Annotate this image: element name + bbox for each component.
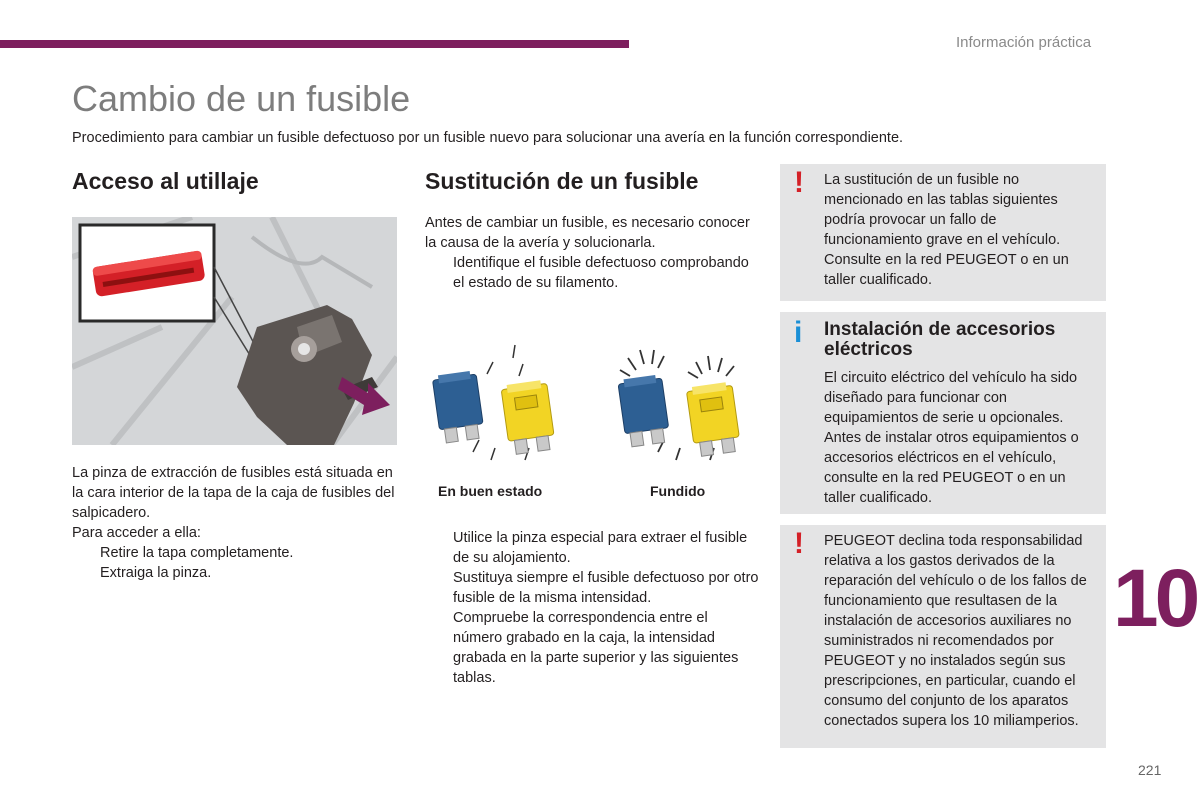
access-steps-list [72, 543, 402, 583]
list-item: Utilice la pinza especial para extraer el fusible de su alojamiento. [453, 530, 748, 566]
fuse-good-caption: En buen estado [438, 483, 543, 499]
access-description: La pinza de extracción de fusibles está situada en la cara interior de la tapa de la caja de fusibles del salpicadero. [72, 465, 395, 521]
fuse-box-illustration [72, 217, 397, 445]
warning-box-fuse [780, 164, 1106, 301]
warning-icon: ! [794, 166, 804, 199]
list-item: Extraiga la pinza. [100, 565, 212, 581]
warning-icon: ! [794, 527, 804, 560]
access-heading: Acceso al utillaje [72, 168, 259, 194]
list-item: Sustituya siempre el fusible defectuoso por otro fusible de la misma intensidad. [453, 570, 759, 606]
list-item: Compruebe la correspondencia entre el número grabado en la caja, la intensidad grabada en la parte superior y las siguientes tablas. [453, 610, 739, 686]
list-item: Retire la tapa completamente. [100, 545, 294, 561]
info-text: El circuito eléctrico del vehículo ha sido diseñado para funcionar con equipamientos de serie u opcionales. Antes de instalar otros equipamientos o accesorios eléctricos en el vehículo, consulte en la red PEUGEOT o en un taller cualificado. [824, 370, 1079, 506]
section-label: Información práctica [956, 34, 1092, 51]
info-heading: Instalación de accesorios eléctricos [824, 319, 1056, 360]
access-lead: Para acceder a ella: [72, 525, 201, 541]
fuse-blown-illustration [610, 340, 760, 475]
replace-steps-list [425, 528, 760, 688]
replace-steps-block [425, 528, 760, 688]
replace-intro: Antes de cambiar un fusible, es necesario conocer la causa de la avería y solucionarla. [425, 215, 750, 251]
header-accent-bar [0, 40, 629, 48]
warning-text: La sustitución de un fusible no mencionado en las tablas siguientes podría provocar un fallo de funcionamiento grave en el vehículo. Consulte en la red PEUGEOT o en un taller cualificado. [824, 172, 1069, 288]
replace-first-step-list [425, 253, 755, 293]
warning-text: PEUGEOT declina toda responsabilidad relativa a los gastos derivados de la reparación del vehículo o de los fallos de funcionamiento que resultasen de la instalación de accesorios auxiliares no suministrados ni recomendados por PEUGEOT y no instalados según sus prescripciones, en particular, cuando el consumo del conjunto de los aparatos conectados supera los 10 miliamperios. [824, 533, 1087, 729]
fuse-blown-caption: Fundido [650, 483, 706, 499]
access-text [72, 463, 402, 583]
chapter-number: 10 [1113, 553, 1197, 644]
fuse-good-illustration [425, 340, 575, 475]
warning-box-responsibility [780, 525, 1106, 748]
info-box-accessories [780, 312, 1106, 514]
info-icon: i [794, 316, 803, 349]
list-item: Identifique el fusible defectuoso comprobando el estado de su filamento. [453, 255, 749, 291]
intro-text: Procedimiento para cambiar un fusible defectuoso por un fusible nuevo para solucionar una avería en la función correspondiente. [72, 130, 904, 146]
page-title: Cambio de un fusible [72, 78, 411, 119]
page-number: 221 [1138, 762, 1162, 778]
replace-heading: Sustitución de un fusible [425, 168, 699, 194]
info-content [824, 320, 1098, 508]
replace-intro-block [425, 213, 755, 293]
